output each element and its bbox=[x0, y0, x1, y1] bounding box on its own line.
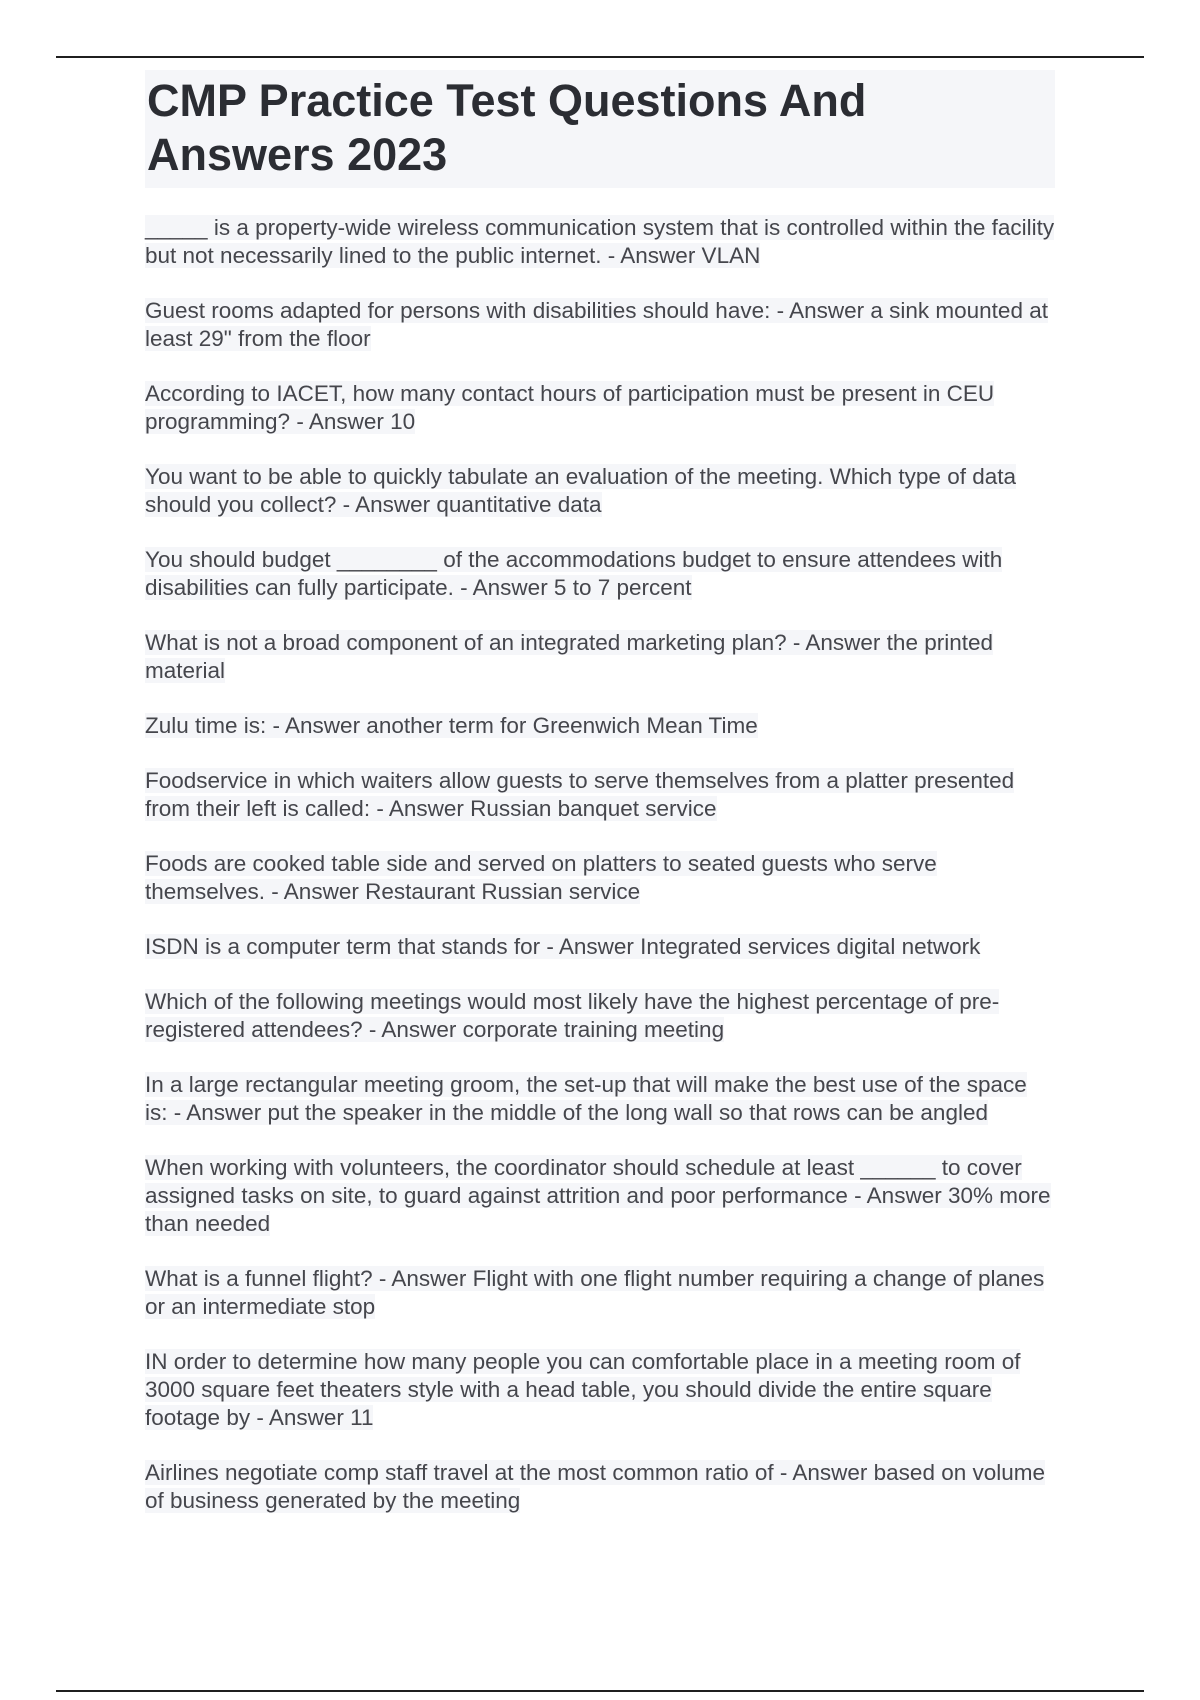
qa-text: What is a funnel flight? - Answer Flight with one flight number requiring a change of planes or an intermediate stop bbox=[145, 1266, 1045, 1319]
qa-text: According to IACET, how many contact hours of participation must be present in CEU programming? - Answer 10 bbox=[145, 381, 995, 434]
qa-text: Foodservice in which waiters allow guests to serve themselves from a platter presented from their left is called: - Answer Russian banquet service bbox=[145, 768, 1015, 821]
qa-text: What is not a broad component of an integrated marketing plan? - Answer the printed material bbox=[145, 630, 994, 683]
qa-text: In a large rectangular meeting groom, the set-up that will make the best use of the space is: - Answer put the speaker in the middle of the long wall so that rows can be angled bbox=[145, 1072, 1027, 1125]
qa-list bbox=[145, 214, 1055, 1515]
qa-item bbox=[145, 1265, 1055, 1321]
qa-item bbox=[145, 1459, 1055, 1515]
qa-item bbox=[145, 767, 1055, 823]
qa-text: You want to be able to quickly tabulate an evaluation of the meeting. Which type of data should you collect? - Answer quantitative data bbox=[145, 464, 1016, 517]
qa-item bbox=[145, 629, 1055, 685]
qa-item bbox=[145, 712, 1055, 740]
qa-item bbox=[145, 297, 1055, 353]
qa-text: Which of the following meetings would most likely have the highest percentage of pre-registered attendees? - Answer corporate training meeting bbox=[145, 989, 1000, 1042]
qa-item bbox=[145, 933, 1055, 961]
qa-item bbox=[145, 988, 1055, 1044]
qa-text: Zulu time is: - Answer another term for Greenwich Mean Time bbox=[145, 713, 758, 738]
qa-item bbox=[145, 1348, 1055, 1432]
qa-item bbox=[145, 546, 1055, 602]
qa-text: Airlines negotiate comp staff travel at the most common ratio of - Answer based on volume of business generated by the meeting bbox=[145, 1460, 1046, 1513]
qa-item bbox=[145, 463, 1055, 519]
top-rule bbox=[56, 56, 1144, 58]
qa-text: IN order to determine how many people you can comfortable place in a meeting room of 3000 square feet theaters style with a head table, you should divide the entire square footage by - Answer 11 bbox=[145, 1349, 1021, 1430]
document-body bbox=[145, 70, 1055, 1542]
qa-text: You should budget ________ of the accommodations budget to ensure attendees with disabilities can fully participate. - Answer 5 to 7 percent bbox=[145, 547, 1003, 600]
document-title: CMP Practice Test Questions And Answers 2023 bbox=[147, 75, 867, 180]
qa-item bbox=[145, 850, 1055, 906]
qa-item bbox=[145, 380, 1055, 436]
qa-text: When working with volunteers, the coordinator should schedule at least ______ to cover assigned tasks on site, to guard against attrition and poor performance - Answer 30% more than needed bbox=[145, 1155, 1051, 1236]
bottom-rule bbox=[56, 1690, 1144, 1692]
qa-item bbox=[145, 214, 1055, 270]
title-block bbox=[145, 70, 1055, 188]
qa-text: Guest rooms adapted for persons with disabilities should have: - Answer a sink mounted at least 29" from the floor bbox=[145, 298, 1048, 351]
qa-text: _____ is a property-wide wireless communication system that is controlled within the facility but not necessarily lined to the public internet. - Answer VLAN bbox=[145, 215, 1055, 268]
qa-item bbox=[145, 1071, 1055, 1127]
qa-item bbox=[145, 1154, 1055, 1238]
qa-text: Foods are cooked table side and served on platters to seated guests who serve themselves. - Answer Restaurant Russian service bbox=[145, 851, 937, 904]
qa-text: ISDN is a computer term that stands for - Answer Integrated services digital network bbox=[145, 934, 981, 959]
